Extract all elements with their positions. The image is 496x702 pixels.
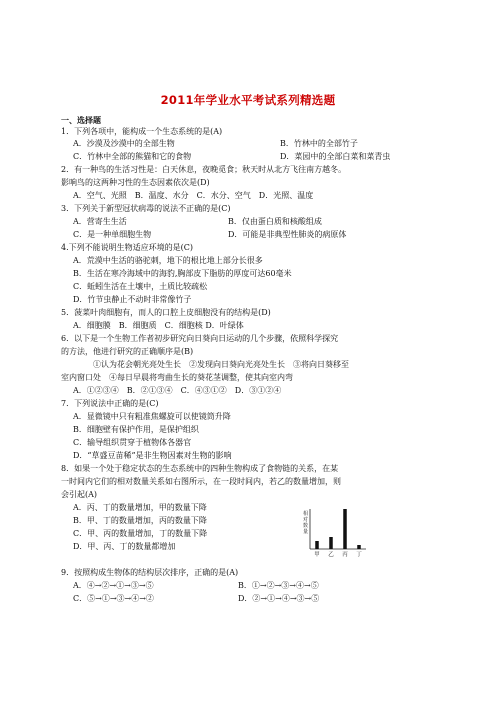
y-axis-label: 相对数量 — [303, 511, 309, 535]
q3-stem: 3．下列关于新型冠状病毒的说法不正确的是(C) — [61, 204, 231, 213]
q3-option-b: B．仅由蛋白质和核酸组成 — [228, 217, 322, 226]
q7-option-b: B．细胞壁有保护作用，是保护组织 — [73, 425, 199, 434]
q6-options: A．①②③④ B．②①③④ C．④③①② D．③①②④ — [73, 386, 282, 395]
q8-stem-line2: 一时间内它们的相对数量关系如右图所示，在一段时间内，若乙的数量增加，则 — [61, 477, 341, 486]
q8-option-b: B．甲、丁的数量增加，丙的数量下降 — [73, 516, 207, 525]
q9-option-b: B．①→②→③→④→⑤ — [238, 581, 319, 590]
q4-option-d: D．竹节虫静止不动时非常像竹子 — [73, 295, 192, 304]
q1-option-c: C．竹林中全部的熊猫和它的食物 — [73, 152, 192, 161]
bar-丁 — [357, 545, 361, 549]
q4-option-b: B．生活在寒冷海域中的海豹,胸部皮下脂肪的厚度可达60毫米 — [73, 269, 292, 278]
q1-option-a: A．沙漠及沙漠中的全部生物 — [73, 139, 175, 148]
category-label-group — [314, 550, 362, 558]
q6-stem-line2: 的方法，他进行研究的正确顺序是(B) — [61, 347, 194, 356]
bar-group — [315, 509, 361, 549]
q8-stem-line1: 8．如果一个处于稳定状态的生态系统中的四种生物构成了食物链的关系，在某 — [61, 464, 339, 473]
q7-option-a: A．显微镜中只有粗准焦螺旋可以使镜筒升降 — [73, 412, 231, 421]
q7-stem: 7．下列说法中正确的是(C) — [61, 399, 159, 408]
bar-乙 — [329, 537, 333, 549]
q3-option-d: D．可能是非典型性肺炎的病原体 — [228, 230, 347, 239]
bar-丙 — [343, 509, 347, 549]
q1-option-b: B．竹林中的全部竹子 — [280, 139, 358, 148]
q8-stem-line3: 会引起(A) — [61, 490, 98, 499]
q7-option-d: D．“草盛豆苗稀”是非生物因素对生物的影响 — [73, 451, 232, 460]
section-heading: 一、选择题 — [61, 115, 101, 125]
q4-stem: 4.下列不能说明生物适应环境的是(C) — [61, 243, 193, 252]
category-label: 甲 — [314, 552, 320, 558]
q5-options: A．细胞膜 B．细胞质 C．细胞核 D．叶绿体 — [73, 321, 244, 330]
q2-stem-line1: 2．有一种鸟的生活习性是：白天休息，夜晚觅食；秋天时从北方飞往南方越冬。 — [61, 165, 347, 174]
q5-stem: 5．菠菜叶肉细胞有，而人的口腔上皮细胞没有的结构是(D) — [61, 308, 271, 317]
q1-option-d: D．菜园中的全部白菜和菜青虫 — [280, 152, 391, 161]
q9-option-d: D．②→①→④→③→⑤ — [238, 594, 320, 603]
q9-option-c: C．⑤→①→③→④→② — [73, 594, 154, 603]
q9-option-a: A．④→②→①→③→⑤ — [73, 581, 154, 590]
q2-options: A．空气、光照 B．温度、水分 C．水分、空气 D．光照、温度 — [73, 191, 314, 200]
q8-bar-chart-svg — [300, 505, 370, 559]
bar-甲 — [315, 541, 319, 549]
q8-option-a: A．丙、丁的数量增加，甲的数量下降 — [73, 503, 207, 512]
q6-steps-line2: 室内窗口处 ④每日早晨将弯曲生长的葵花茎调整，使其向室内弯 — [61, 373, 293, 382]
q8-option-d: D．甲、丙、丁的数量都增加 — [73, 542, 176, 551]
q1-stem: 1．下列各项中，能构成一个生态系统的是(A) — [61, 127, 223, 136]
q6-steps-line1: ①认为花会朝光亮处生长 ②发现向日葵向光亮处生长 ③将向日葵移至 — [93, 360, 349, 369]
page-title: 2011年学业水平考试系列精选题 — [160, 93, 336, 107]
q4-option-c: C．蚯蚓生活在土壤中，土质比较疏松 — [73, 282, 208, 291]
q8-bar-chart — [300, 505, 370, 559]
q7-option-c: C．输导组织贯穿于植物体各器官 — [73, 438, 192, 447]
q6-stem-line1: 6．以下是一个生物工作者初步研究向日葵向日运动的几个步骤，依照科学探究 — [61, 334, 339, 343]
q9-stem: 9．按照构成生物体的结构层次排序，正确的是(A) — [61, 568, 239, 577]
q3-option-c: C．是一种单细胞生物 — [73, 230, 152, 239]
category-label: 丙 — [342, 552, 348, 558]
category-label: 丁 — [356, 552, 362, 558]
q4-option-a: A．荒漠中生活的骆驼刺，地下的根比地上部分长很多 — [73, 256, 263, 265]
q2-stem-line2: 影响鸟的这两种习性的生态因素依次是(D) — [61, 178, 210, 187]
q8-option-c: C．甲、丙的数量增加，丁的数量下降 — [73, 529, 208, 538]
q3-option-a: A．营寄生生活 — [73, 217, 127, 226]
category-label: 乙 — [328, 552, 334, 558]
